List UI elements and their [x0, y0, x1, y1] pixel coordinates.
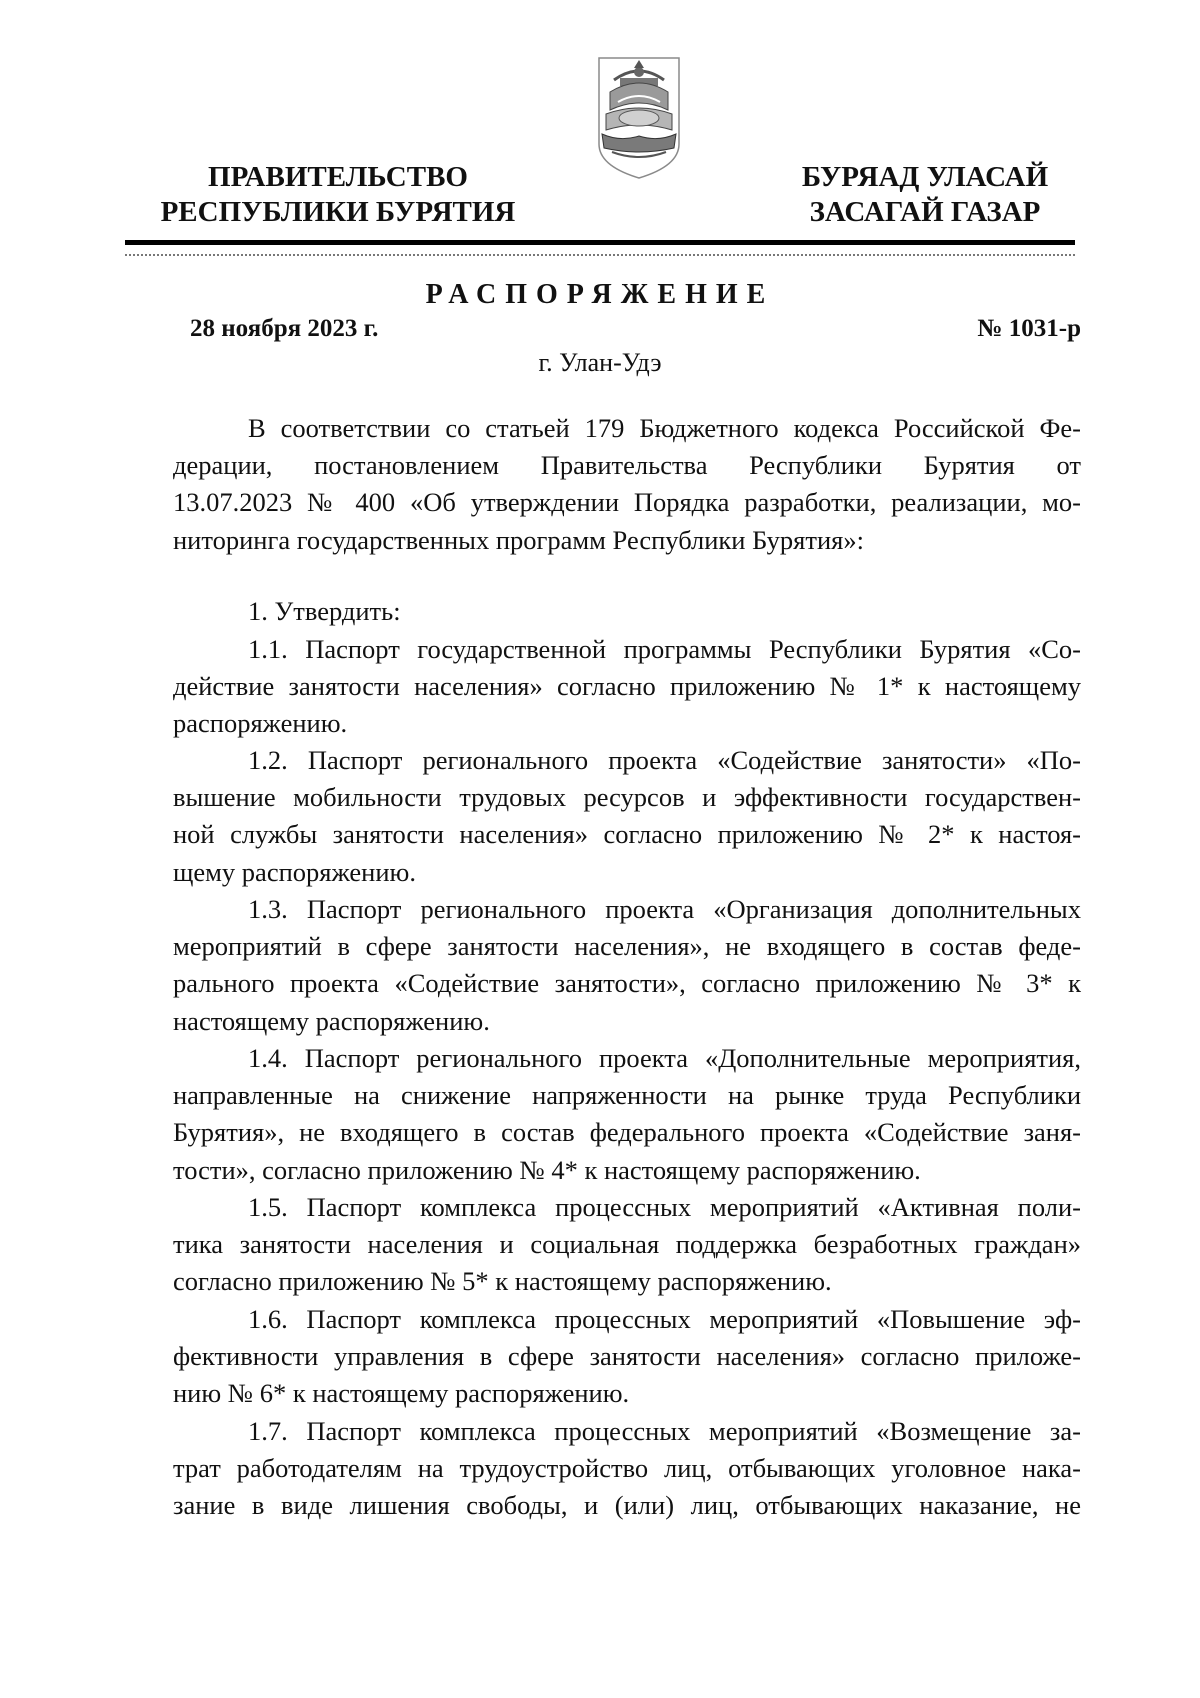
- header-divider-thick: [125, 240, 1075, 245]
- text-line: 1. Утвердить:: [248, 596, 401, 626]
- government-name-russian: [148, 160, 528, 230]
- text-line: согласно приложению № 5* к настоящему распоряжению.: [173, 1266, 832, 1297]
- text-line: действие занятости населения» согласно приложению № 1* к настоящему: [173, 671, 1081, 702]
- text-line: рального проекта «Содействие занятости», согласно приложению № 3* к: [173, 968, 1081, 999]
- text-line: фективности управления в сфере занятости населения» согласно приложе-: [173, 1341, 1081, 1372]
- preamble-paragraph: [173, 410, 1081, 559]
- text-line: 1.7. Паспорт комплекса процессных мероприятий «Возмещение за-: [248, 1416, 1081, 1446]
- item-1-paragraph: [173, 593, 1081, 630]
- text-line: В соответствии со статьей 179 Бюджетного кодекса Российской Фе-: [248, 413, 1081, 443]
- text-line: 13.07.2023 № 400 «Об утверждении Порядка разработки, реализации, мо-: [173, 487, 1081, 518]
- government-name-line-2: РЕСПУБЛИКИ БУРЯТИЯ: [160, 196, 516, 228]
- text-line: вышение мобильности трудовых ресурсов и эффективности государствен-: [173, 782, 1081, 813]
- text-line: дерации, постановлением Правительства Республики Бурятия от: [173, 450, 1081, 481]
- text-line: щему распоряжению.: [173, 856, 416, 887]
- text-line: Бурятия», не входящего в состав федерального проекта «Содействие заня-: [173, 1117, 1081, 1148]
- text-line: 1.5. Паспорт комплекса процессных мероприятий «Активная поли-: [248, 1192, 1081, 1222]
- text-line: 1.4. Паспорт регионального проекта «Дополнительные мероприятия,: [248, 1043, 1081, 1073]
- coat-of-arms-icon: [596, 56, 682, 180]
- text-line: распоряжению.: [173, 708, 348, 739]
- item-1-6-paragraph: [173, 1301, 1081, 1413]
- text-line: направленные на снижение напряженности на рынке труда Республики: [173, 1080, 1081, 1111]
- text-line: мероприятий в сфере занятости населения», не входящего в состав феде-: [173, 931, 1081, 962]
- document-number: № 1031-р: [977, 315, 1081, 342]
- government-name-buryat-line-1: БУРЯАД УЛАСАЙ: [801, 161, 1049, 193]
- text-line: тика занятости населения и социальная поддержка безработных граждан»: [173, 1229, 1081, 1260]
- item-1-4-paragraph: [173, 1040, 1081, 1189]
- text-line: трат работодателям на трудоустройство лиц, отбывающих уголовное нака-: [173, 1453, 1081, 1484]
- document-date: 28 ноября 2023 г.: [190, 315, 379, 342]
- text-line: ной службы занятости населения» согласно приложению № 2* к настоя-: [173, 819, 1081, 850]
- text-line: ниторинга государственных программ Республики Бурятия»:: [173, 524, 864, 555]
- item-1-3-paragraph: [173, 891, 1081, 1040]
- text-line: 1.3. Паспорт регионального проекта «Организация дополнительных: [248, 894, 1081, 924]
- text-line: 1.2. Паспорт регионального проекта «Содействие занятости» «По-: [248, 745, 1081, 775]
- government-name-line-1: ПРАВИТЕЛЬСТВО: [208, 161, 468, 193]
- government-name-buryat-line-2: ЗАСАГАЙ ГАЗАР: [809, 196, 1041, 228]
- item-1-5-paragraph: [173, 1189, 1081, 1301]
- text-line: настоящему распоряжению.: [173, 1005, 490, 1036]
- item-1-1-paragraph: [173, 631, 1081, 743]
- text-line: зание в виде лишения свободы, и (или) лиц, отбывающих наказание, не: [173, 1490, 1081, 1521]
- coat-of-arms-emblem: [596, 56, 682, 180]
- text-line: 1.1. Паспорт государственной программы Республики Бурятия «Со-: [248, 634, 1081, 664]
- document-city: г. Улан-Удэ: [538, 348, 662, 377]
- item-1-7-paragraph: [173, 1413, 1081, 1525]
- text-line: тости», согласно приложению № 4* к настоящему распоряжению.: [173, 1154, 921, 1185]
- text-line: нию № 6* к настоящему распоряжению.: [173, 1378, 630, 1409]
- text-line: 1.6. Паспорт комплекса процессных мероприятий «Повышение эф-: [248, 1304, 1081, 1334]
- item-1-2-paragraph: [173, 742, 1081, 891]
- government-name-buryat: [780, 160, 1070, 230]
- document-type: РАСПОРЯЖЕНИЕ: [425, 279, 775, 310]
- header-divider-thin: [125, 254, 1075, 256]
